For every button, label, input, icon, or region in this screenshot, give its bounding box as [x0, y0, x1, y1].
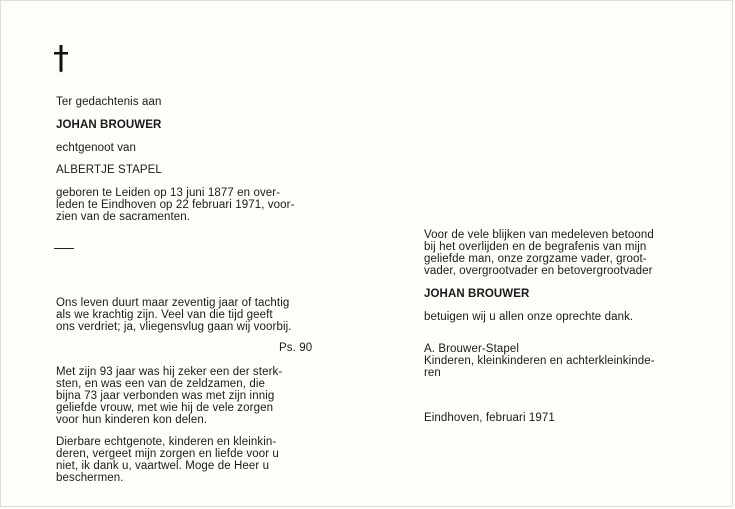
paragraph-line: niet, ik dank u, vaartwel. Moge de Heer u	[56, 460, 270, 472]
paragraph-line: sten, en was een van de zeldzamen, die	[56, 378, 266, 390]
thanks-line: vader, overgrootvader en betovergrootvader	[424, 265, 653, 277]
paragraph-line: voor hun kinderen kon delen.	[56, 414, 208, 426]
paragraph-line: bijna 73 jaar verbonden was met zijn innig	[56, 390, 275, 402]
spouse-name: ALBERTJE STAPEL	[56, 164, 162, 176]
deceased-name: JOHAN BROUWER	[56, 119, 162, 131]
bio-line: zien van de sacramenten.	[56, 211, 191, 223]
spouse-label: echtgenoot van	[56, 142, 137, 154]
place-date: Eindhoven, februari 1971	[424, 412, 555, 424]
signatory: A. Brouwer-Stapel	[424, 343, 520, 355]
thanks-line: geliefde man, onze zorgzame vader, groot-	[424, 253, 647, 265]
paragraph-line: Dierbare echtgenote, kinderen en kleinkin-	[56, 436, 277, 448]
paragraph-line: deren, vergeet mijn zorgen en liefde voor u	[56, 448, 279, 460]
psalm-reference: Ps. 90	[279, 342, 313, 354]
deceased-name-right: JOHAN BROUWER	[424, 288, 530, 300]
cross-icon	[53, 44, 69, 74]
family-line: ren	[424, 367, 441, 379]
bio-line: leden te Eindhoven op 22 februari 1971, voor-	[56, 199, 295, 211]
psalm-line: als we krachtig zijn. Veel van die tijd geeft	[56, 309, 273, 321]
paragraph-line: geliefde vrouw, met wie hij de vele zorgen	[56, 402, 274, 414]
paragraph-line: Met zijn 93 jaar was hij zeker een der sterk-	[56, 366, 283, 378]
family-line: Kinderen, kleinkinderen en achterkleinkinde-	[424, 355, 655, 367]
paragraph-line: beschermen.	[56, 472, 124, 484]
thanks-line: bij het overlijden en de begrafenis van mijn	[424, 241, 647, 253]
thanks-statement: betuigen wij u allen onze oprechte dank.	[424, 311, 634, 323]
psalm-line: ons verdriet; ja, vliegensvlug gaan wij voorbij.	[56, 321, 292, 333]
intro-text: Ter gedachtenis aan	[56, 96, 162, 108]
thanks-line: Voor de vele blijken van medeleven betoond	[424, 229, 654, 241]
bio-line: geboren te Leiden op 13 juni 1877 en over-	[56, 187, 281, 199]
divider	[54, 248, 74, 249]
psalm-line: Ons leven duurt maar zeventig jaar of tachtig	[56, 297, 290, 309]
